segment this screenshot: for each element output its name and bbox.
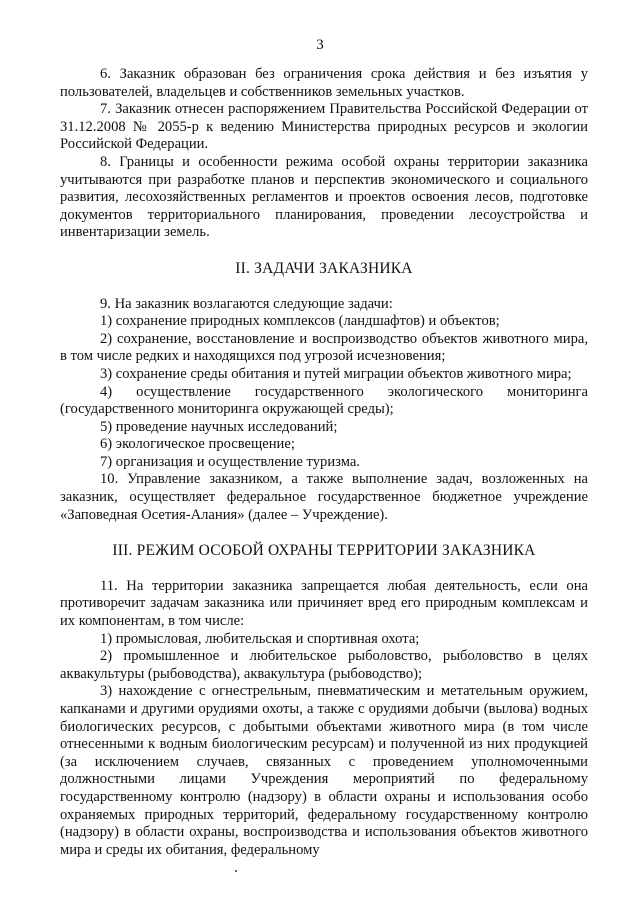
task-item-1: 1) сохранение природных комплексов (ландшафтов) и объектов; (100, 313, 500, 330)
section-heading-tasks: II. ЗАДАЧИ ЗАКАЗНИКА (235, 259, 413, 277)
paragraph-7: 7. Заказник отнесен распоряжением Правительства Российской Федерации от 31.12.2008 № 2055-р к ведению Министерства природных ресурсов и экологии Российской Федерации. (60, 101, 588, 153)
prohibition-item-3: 3) нахождение с огнестрельным, пневматическим и метательным оружием, капканами и другими орудиями охоты, а также с орудиями добычи (вылова) водных биологических ресурсов, с добытыми объектами животного мира (в том числе отнесенными к водным биологическим ресурсам) и полученной из них продукцией (за исключением случаев, связанных с проведением уполномоченными должностными лицами Учреждения мероприятий по федеральному государственному контролю (надзору) в области охраны и использования особо охраняемых природных территорий, федеральному государственному контролю (надзору) в области охраны, воспроизводства и использования объектов животного мира и среды их обитания, федеральному (60, 683, 588, 858)
task-item-3: 3) сохранение среды обитания и путей миграции объектов животного мира; (100, 365, 572, 382)
prohibition-item-2: 2) промышленное и любительское рыболовство, рыболовство в целях аквакультуры (рыбоводства), аквакультура (рыбоводство); (60, 648, 588, 682)
prohibition-item-1: 1) промысловая, любительская и спортивная охота; (100, 630, 420, 647)
paragraph-8: 8. Границы и особенности режима особой охраны территории заказника учитываются при разработке планов и перспектив экономического и социального развития, лесохозяйственных регламентов и проектов освоения лесов, подготовке документов территориального планирования, проведении лесоустройства и инвентаризации земель. (60, 153, 588, 241)
paragraph-11: 11. На территории заказника запрещается любая деятельность, если она противоречит задачам заказника или причиняет вред его природным комплексам и их компонентам, в том числе: (60, 577, 588, 630)
document-body (60, 66, 588, 859)
task-item-5: 5) проведение научных исследований; (100, 418, 338, 435)
task-item-6: 6) экологическое просвещение; (100, 436, 295, 453)
paragraph-10: 10. Управление заказником, а также выполнение задач, возложенных на заказник, осуществляет федеральное государственное бюджетное учреждение «Заповедная Осетия-Алания» (далее – Учреждение). (60, 471, 588, 523)
paragraph-9: 9. На заказник возлагаются следующие задачи: (100, 295, 393, 312)
scan-speck (235, 870, 237, 872)
task-item-4: 4) осуществление государственного экологического мониторинга (государственного мониторинга окружающей среды); (60, 383, 588, 418)
paragraph-6: 6. Заказник образован без ограничения срока действия и без изъятия у пользователей, владельцев и собственников земельных участков. (60, 66, 588, 100)
section-heading-regime: III. РЕЖИМ ОСОБОЙ ОХРАНЫ ТЕРРИТОРИИ ЗАКАЗНИКА (112, 542, 536, 560)
page-number: 3 (316, 37, 324, 53)
task-item-2: 2) сохранение, восстановление и воспроизводство объектов животного мира, в том числе редких и находящихся под угрозой исчезновения; (60, 330, 588, 365)
task-item-7: 7) организация и осуществление туризма. (100, 453, 360, 470)
